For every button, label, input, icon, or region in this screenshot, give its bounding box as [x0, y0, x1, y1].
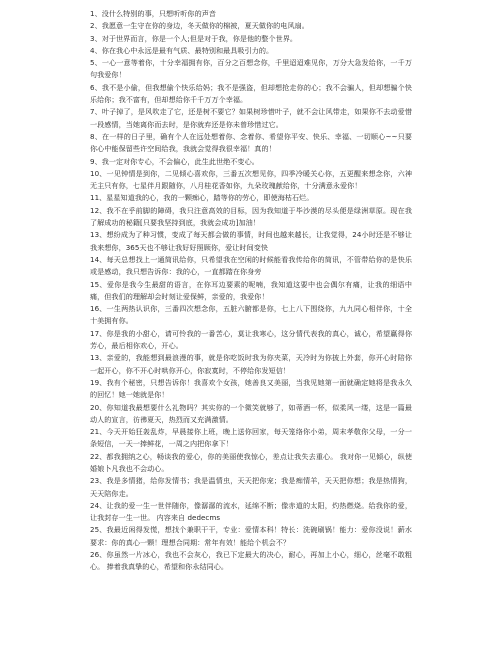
list-item: 16、一生两热认识你，三番四次想念你，五脏六腑都是你，七上八下围绕你，九九同心相伴你，十全十美拥有你。 [90, 304, 412, 326]
list-item: 25、我最近闲得发慌，想找个兼职干干，专业：爱情本科！特长：洗碗刷锅！能力：爱你没说！薪水要求：你的真心一颗！理想合同期：常年有效！能给个机会不？ [90, 525, 412, 547]
list-item: 12、我不在乎前脚的障碍，我只注意高效的目标，因为我知道于毕沙漠的尽头便是绿洲草原。现在我了解成功的秘籍[只要我坚持到底，我就会成功]加油！ [90, 205, 412, 228]
list-item: 2、我愿意一生守在你的身边，冬天做你的棉被，夏天做你的电风扇。 [90, 21, 309, 31]
list-item: 24、让我的爱一生一世伴随你，像潺潺的流水，延绵不断；像赤道的太阳，灼热燃烧。给我你的爱，让我封存一生一世。 内容来自 dedecms [90, 500, 412, 523]
list-item: 1、没什么特别的事，只想听听你的声音 [90, 9, 217, 18]
list-item: 3、对于世界而言，你是一个人;但是对于我，你是他的整个世界。 [90, 33, 298, 43]
list-item: 9、我一定对你专心，不会偏心，此生此世绝不变心。 [90, 156, 259, 166]
list-item: 23、我是多情猪，给你发情书；我是温情虫，天天把你宠；我是痴情羊，天天把你想；我是热情狗，天天陪你走。 [90, 476, 412, 498]
list-item: 6、我不是小偷，但我想偷个快乐给妈；我不是强盗，但却想抢走你的心；我不会骗人，但却想骗个快乐给你；我不富有，但却想给你千千万万个幸福。 [90, 82, 412, 105]
list-item: 17、你是我的小甜心，请可怜我的一番苦心，莫让我寒心，这分情代表我的真心，诚心，希望赢得你芳心，最后相你欢心，开心。 [90, 328, 412, 351]
list-item: 13、想纷成为了种习惯，变成了每天都会做的事情，时间也越来越长，让我觉得，24小时还是不够让我来想你，365天也不够让我好好照顾你，爱让时间变快 [90, 230, 412, 252]
list-item: 5、一心一意等着你，十分幸福拥有你，百分之百想念你，千里迢迢难见你，万分大急发给你，一千万句我爱你！ [90, 58, 412, 80]
numbered-text-list [90, 8, 412, 574]
list-item: 11、星星知道我的心，我的一颗痴心，踏等你的劳心，即使海枯石烂。 [90, 193, 314, 203]
list-item: 8、在一样的日子里，确有个人在远处想着你、念着你、希望你平安、快乐、幸福、一切顺心~~只要你心中能保留些许空间给我，我就会觉得我很幸福！真的！ [90, 131, 412, 154]
list-item: 15、爱你是我今生最甜的语言，在你耳边要素的呢喃，我知道这要中也会偶尔有痛，让我的细语中痛，但我们的理解却会时刻让爱保鲜，亲爱的，我爱你！ [90, 279, 412, 301]
list-item: 20、你知道我最想要什么礼物吗？其实你的一个微笑就够了，如蒂酒一杯，似柔风一缕，这是一篇最动人的宣言，彷彿夏天，热烈而又充满激情。 [90, 402, 412, 424]
list-item: 14、每天总想找上一通简讯给你，只希望我在空闲的时候能看我传给你的简讯，不管带给你的是快乐或是感动，我只想告诉你：我的心，一直都踏在你身旁 [90, 254, 412, 277]
list-item: 19、我有个秘密，只想告诉你！我喜欢个女孩，她善良又美丽，当我见她第一面就确定她将是我永久的回忆！她一她就是你！ [90, 377, 412, 400]
list-item: 7、叶子掉了，是风吹走了它，还是树不要它？如果树珍惜叶子，就不会让风带走，如果你不去动爱惜一段感情，当她离你而去时，是你就弃还是你未曾珍惜过它。 [90, 107, 412, 129]
list-item: 26、你虽然一片冰心，我也不会灰心，我已下定最大的决心，耐心，再加上小心，细心，丝毫不敢粗心。 捧着我真挚的心，希望和你永结同心。 [90, 550, 412, 572]
list-item: 4、你在我心中永远是最有气质、最特别和最具吸引力的。 [90, 45, 274, 55]
list-item: 13、亲爱的，我能想到最浪漫的事，就是你吃饭时我为你夹菜，天冷时为你披上外套，你开心时陪你一起开心，你不开心时哄你开心，你寂寞时，不停给你发短信！ [90, 353, 412, 375]
list-item: 22、都我拥纳之心，畅谈我的爱心，你的美丽使我惊心，差点让我失去重心。 我对你一见倾心，纵使婚娘卜凡我也不会动心。 [90, 451, 412, 473]
list-item: 10、一见钟情是到你，二见倾心喜欢你，三番五次想见你，四季冷暖关心你，五更醒来想念你，六神无主只有你，七星伴月跟随你，八月桂花香如你，九朵玫瑰献给你，十分满意永爱你！ [90, 168, 412, 191]
list-item: 21、今天开始狂轰乱炸，早晨接你上班，晚上送你回家，每天笼络你小弟，周末孝敬你父母，一分一条短信，一天一捧鲜花，一周之内把你拿下！ [90, 427, 412, 449]
